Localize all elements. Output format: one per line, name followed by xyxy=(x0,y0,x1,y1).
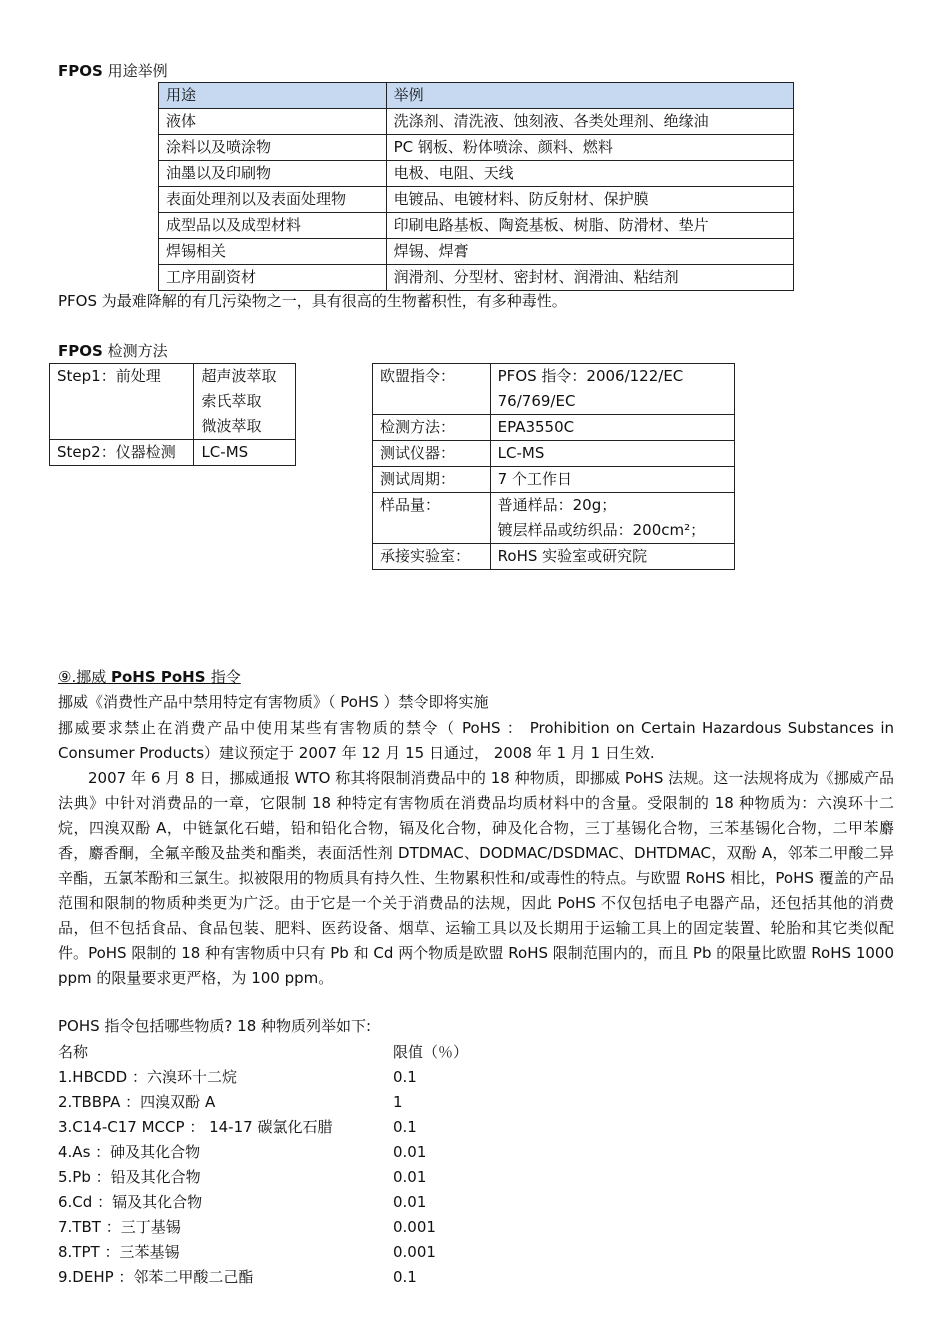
lab-label: 承接实验室： xyxy=(373,544,491,570)
substance-limit: 0.1 xyxy=(393,1118,417,1136)
instrument-label: 测试仪器： xyxy=(373,441,491,467)
substance-name: 3.C14-C17 MCCP ： 14-17 碳氯化石腊 xyxy=(58,1118,333,1136)
table-row xyxy=(50,364,296,440)
substance-name: 9.DEHP ：邻苯二甲酸二己酯 xyxy=(58,1268,254,1286)
cell-use: 工序用副资材 xyxy=(159,265,387,291)
fpos-test-heading xyxy=(58,340,168,362)
table-row xyxy=(159,135,794,161)
title-bold: PoHS PoHS xyxy=(110,668,211,686)
cell-use: 焊锡相关 xyxy=(159,239,387,265)
sample-label: 样品量： xyxy=(373,493,491,544)
method-item: 微波萃取 xyxy=(201,417,262,435)
table-row xyxy=(50,440,296,466)
header-cell-use: 用途 xyxy=(159,83,387,109)
cell-use: 成型品以及成型材料 xyxy=(159,213,387,239)
pohs-body: 2007 年 6 月 8 日，挪威通报 WTO 称其将限制消费品中的 18 种物质，即挪威 PoHS 法规。这一法规将成为《挪威产品法典》中针对消费品的一章，它限制 18 种特定有害物质在消费品均质材料中的含量。受限制的 18 种物质为：六溴环十二烷，四溴双酚 A，中链氯化石蜡，铅和铅化合物，镉及化合物，砷及化合物，三丁基锡化合物，三苯基锡化合物，二甲苯麝香，麝香酮，全氟辛酸及盐类和酯类，表面活性剂 DTDMAC、DODMAC/DSDMAC、DHTDMAC，双酚 A，邻苯二甲酸二异辛酯，五氯苯酚和三氯生。拟被限用的物质具有持久性、生物累积性和/或毒性的特点。与欧盟 RoHS 相比，PoHS 覆盖的产品范围和限制的物质种类更为广泛。由于它是一个关于消费品的法规，因此 PoHS 不仅包括电子电器产品，还包括其他的消费品，但不包括食品、食品包装、肥料、医药设备、烟草、运输工具以及长期用于运输工具上的固定装置、轮胎和其它类似配件。PoHS 限制的 18 种有害物质中只有 Pb 和 Cd 两个物质是欧盟 RoHS 限制范围内的，而且 Pb 的限量比欧盟 RoHS 1000 ppm 的限量要求更严格，为 100 ppm。 xyxy=(58,769,894,987)
table-row xyxy=(159,109,794,135)
directive-line: PFOS 指令：2006/122/EC xyxy=(497,367,684,385)
table-row xyxy=(373,467,735,493)
pohs-title xyxy=(58,666,241,688)
cell-use: 液体 xyxy=(159,109,387,135)
cell-example: 电镀品、电镀材料、防反射材、保护膜 xyxy=(386,187,793,213)
method-item: 超声波萃取 xyxy=(201,367,277,385)
method-value: EPA3550C xyxy=(490,415,734,441)
table-row xyxy=(159,161,794,187)
title-rest: 指令 xyxy=(210,668,241,686)
title-num: ⑨.挪威 xyxy=(58,668,111,686)
fpos-usage-heading xyxy=(58,60,168,82)
info-table xyxy=(372,363,735,570)
pohs-line1: 挪威《消费性产品中禁用特定有害物质》（ PoHS ）禁令即将实施 xyxy=(58,693,489,711)
table-row xyxy=(159,213,794,239)
cell-example: 润滑剂、分型材、密封材、润滑油、粘结剂 xyxy=(386,265,793,291)
usage-table xyxy=(158,82,794,291)
table-row xyxy=(373,364,735,415)
pfos-note: PFOS 为最难降解的有几污染物之一，具有很高的生物蓄积性，有多种毒性。 xyxy=(58,292,567,310)
substance-limit: 0.001 xyxy=(393,1218,436,1236)
step1-methods xyxy=(194,364,296,440)
list-item xyxy=(58,1140,558,1165)
table-row xyxy=(373,415,735,441)
substance-limit: 0.01 xyxy=(393,1193,427,1211)
substance-limit: 1 xyxy=(393,1093,403,1111)
directive-line: 76/769/EC xyxy=(497,392,576,410)
substance-limit: 0.001 xyxy=(393,1243,436,1261)
list-item xyxy=(58,1265,558,1290)
substance-name: 8.TPT ：三苯基锡 xyxy=(58,1243,180,1261)
cell-example: PC 钢板、粉体喷涂、颜料、燃料 xyxy=(386,135,793,161)
table-row xyxy=(373,544,735,570)
method-item: 索氏萃取 xyxy=(201,392,262,410)
col-name: 名称 xyxy=(58,1043,89,1061)
sample-line: 镀层样品或纺织品：200cm²； xyxy=(497,521,706,539)
lab-value: RoHS 实验室或研究院 xyxy=(490,544,734,570)
method-label: 检测方法： xyxy=(373,415,491,441)
list-item xyxy=(58,1165,558,1190)
instrument-value: LC-MS xyxy=(490,441,734,467)
directive-value xyxy=(490,364,734,415)
heading-rest: 用途举例 xyxy=(102,62,168,80)
table-row xyxy=(159,239,794,265)
pohs-line2: 挪威要求禁止在消费产品中使用某些有害物质的禁令（ PoHS ： Prohibition on Certain Hazardous Substances in Consumer Products）建议预定于 2007 年 12 月 15 日通过， 2008 年 1 月 1 日生效. xyxy=(58,719,894,762)
list-item xyxy=(58,1115,558,1140)
cell-example: 洗涤剂、清洗液、蚀刻液、各类处理剂、绝缘油 xyxy=(386,109,793,135)
sample-value xyxy=(490,493,734,544)
substance-name: 1.HBCDD ：六溴环十二烷 xyxy=(58,1068,237,1086)
table-header-row xyxy=(159,83,794,109)
substance-name: 7.TBT ：三丁基锡 xyxy=(58,1218,181,1236)
substances-question: POHS 指令包括哪些物质? 18 种物质列举如下: xyxy=(58,1017,372,1035)
substance-name: 4.As ：砷及其化合物 xyxy=(58,1143,201,1161)
period-label: 测试周期： xyxy=(373,467,491,493)
substance-limit: 0.01 xyxy=(393,1168,427,1186)
substance-limit: 0.1 xyxy=(393,1268,417,1286)
table-row xyxy=(373,441,735,467)
list-item xyxy=(58,1190,558,1215)
directive-label: 欧盟指令： xyxy=(373,364,491,415)
step2-label: Step2：仪器检测 xyxy=(50,440,194,466)
table-row xyxy=(373,493,735,544)
list-header xyxy=(58,1040,558,1065)
header-cell-example: 举例 xyxy=(386,83,793,109)
heading-bold: FPOS xyxy=(58,342,103,360)
cell-example: 焊锡、焊膏 xyxy=(386,239,793,265)
list-item xyxy=(58,1065,558,1090)
step-table xyxy=(49,363,296,466)
substance-limit: 0.01 xyxy=(393,1143,427,1161)
cell-use: 涂料以及喷涂物 xyxy=(159,135,387,161)
table-row xyxy=(159,265,794,291)
substance-name: 2.TBBPA ：四溴双酚 A xyxy=(58,1093,216,1111)
period-value: 7 个工作日 xyxy=(490,467,734,493)
cell-use: 油墨以及印刷物 xyxy=(159,161,387,187)
substance-name: 5.Pb ：铅及其化合物 xyxy=(58,1168,201,1186)
step1-label: Step1：前处理 xyxy=(50,364,194,440)
list-item xyxy=(58,1215,558,1240)
heading-rest: 检测方法 xyxy=(102,342,168,360)
col-limit: 限值（％） xyxy=(393,1043,469,1061)
list-item xyxy=(58,1240,558,1265)
heading-bold: FPOS xyxy=(58,62,103,80)
list-item xyxy=(58,1090,558,1115)
cell-use: 表面处理剂以及表面处理物 xyxy=(159,187,387,213)
sample-line: 普通样品：20g； xyxy=(497,496,617,514)
step2-value: LC-MS xyxy=(194,440,296,466)
cell-example: 电极、电阻、天线 xyxy=(386,161,793,187)
table-row xyxy=(159,187,794,213)
substance-limit: 0.1 xyxy=(393,1068,417,1086)
cell-example: 印刷电路基板、陶瓷基板、树脂、防滑材、垫片 xyxy=(386,213,793,239)
substance-name: 6.Cd ：镉及其化合物 xyxy=(58,1193,203,1211)
